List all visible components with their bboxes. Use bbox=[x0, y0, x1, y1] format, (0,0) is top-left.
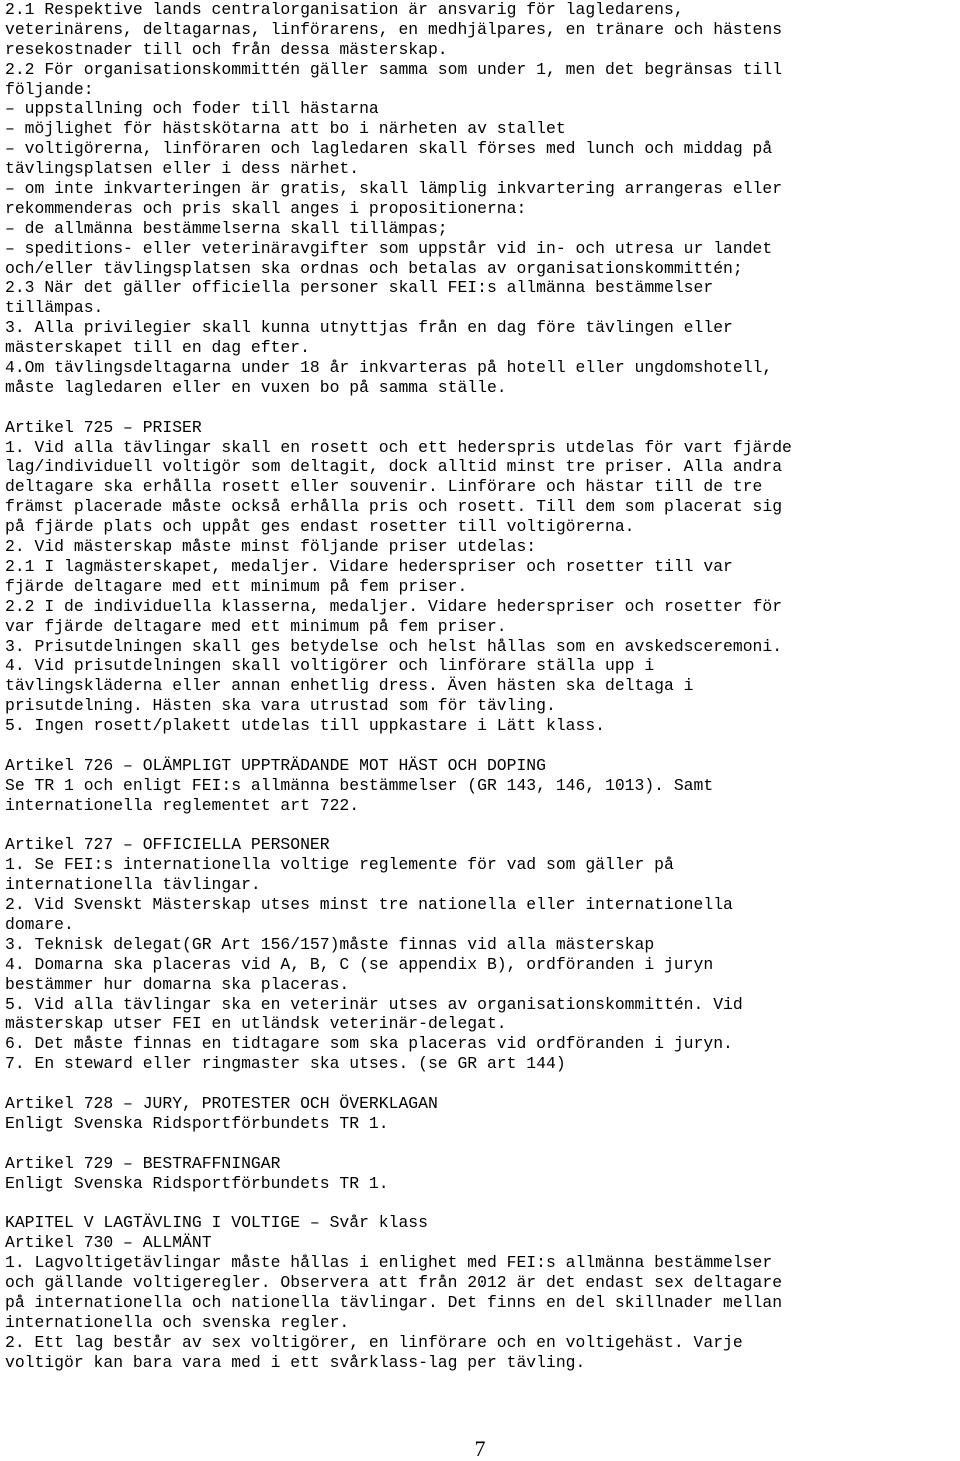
text-line: resekostnader till och från dessa mästerskap. bbox=[5, 39, 448, 59]
text-line: 1. Lagvoltigetävlingar måste hållas i enlighet med FEI:s allmänna bestämmelser bbox=[5, 1253, 773, 1273]
text-line: 2.1 Respektive lands centralorganisation är ansvarig för lagledarens, bbox=[5, 0, 684, 19]
text-line: Artikel 725 – PRISER bbox=[5, 417, 202, 437]
text-line: rekommenderas och pris skall anges i propositionerna: bbox=[5, 198, 527, 218]
text-line: voltigör kan bara vara med i ett svårklass-lag per tävling. bbox=[5, 1352, 586, 1372]
text-line: 4.Om tävlingsdeltagarna under 18 år inkvarteras på hotell eller ungdomshotell, bbox=[5, 358, 773, 378]
text-line: Artikel 729 – BESTRAFFNINGAR bbox=[5, 1153, 281, 1173]
text-line: Artikel 730 – ALLMÄNT bbox=[5, 1233, 212, 1253]
blank-line bbox=[5, 1074, 960, 1094]
blank-line bbox=[5, 398, 960, 418]
text-line: – om inte inkvarteringen är gratis, skall lämplig inkvartering arrangeras eller bbox=[5, 179, 783, 199]
text-line: följande: bbox=[5, 79, 94, 99]
text-line: 2.2 I de individuella klasserna, medaljer. Vidare hederspriser och rosetter för bbox=[5, 596, 783, 616]
text-line: internationella tävlingar. bbox=[5, 875, 261, 895]
text-line: måste lagledaren eller en vuxen bo på samma ställe. bbox=[5, 377, 507, 397]
text-line: 2. Ett lag består av sex voltigörer, en linförare och en voltigehäst. Varje bbox=[5, 1332, 743, 1352]
text-line: mästerskapet till en dag efter. bbox=[5, 338, 310, 358]
text-line: 4. Vid prisutdelningen skall voltigörer och linförare ställa upp i bbox=[5, 656, 655, 676]
text-line: 2.3 När det gäller officiella personer skall FEI:s allmänna bestämmelser bbox=[5, 278, 714, 298]
text-line: internationella reglementet art 722. bbox=[5, 795, 360, 815]
text-line: tävlingskläderna eller annan enhetlig dress. Även hästen ska deltaga i bbox=[5, 676, 694, 696]
document-body bbox=[5, 0, 960, 1372]
text-line: bestämmer hur domarna ska placeras. bbox=[5, 974, 350, 994]
text-line: 3. Prisutdelningen skall ges betydelse och helst hållas som en avskedsceremoni. bbox=[5, 636, 783, 656]
text-line: veterinärens, deltagarnas, linförarens, en medhjälpares, en tränare och hästens bbox=[5, 19, 783, 39]
page-number: 7 bbox=[474, 1436, 486, 1461]
text-line: KAPITEL V LAGTÄVLING I VOLTIGE – Svår klass bbox=[5, 1213, 428, 1233]
text-line: fjärde deltagare med ett minimum på fem priser. bbox=[5, 576, 468, 596]
text-line: deltagare ska erhålla rosett eller souvenir. Linförare och hästar till de tre bbox=[5, 477, 763, 497]
text-line: på internationella och nationella tävlingar. Det finns en del skillnader mellan bbox=[5, 1292, 783, 1312]
text-line: 3. Alla privilegier skall kunna utnyttjas från en dag före tävlingen eller bbox=[5, 318, 733, 338]
text-line: och/eller tävlingsplatsen ska ordnas och betalas av organisationskommittén; bbox=[5, 258, 743, 278]
blank-line bbox=[5, 1134, 960, 1154]
text-line: Artikel 726 – OLÄMPLIGT UPPTRÄDANDE MOT HÄST OCH DOPING bbox=[5, 755, 546, 775]
text-line: – uppstallning och foder till hästarna bbox=[5, 99, 379, 119]
text-line: 6. Det måste finnas en tidtagare som ska placeras vid ordföranden i juryn. bbox=[5, 1034, 733, 1054]
text-line: och gällande voltigeregler. Observera att från 2012 är det endast sex deltagare bbox=[5, 1273, 783, 1292]
text-line: 3. Teknisk delegat(GR Art 156/157)måste finnas vid alla mästerskap bbox=[5, 934, 655, 954]
text-line: främst placerade måste också erhålla pris och rosett. Till dem som placerat sig bbox=[5, 497, 783, 517]
text-line: 2.1 I lagmästerskapet, medaljer. Vidare hederspriser och rosetter till var bbox=[5, 556, 733, 576]
text-line: var fjärde deltagare med ett minimum på fem priser. bbox=[5, 616, 507, 636]
text-line: Artikel 727 – OFFICIELLA PERSONER bbox=[5, 835, 330, 855]
text-line: 5. Ingen rosett/plakett utdelas till uppkastare i Lätt klass. bbox=[5, 716, 605, 736]
text-line: tillämpas. bbox=[5, 298, 104, 318]
text-line: 2. Vid mästerskap måste minst följande priser utdelas: bbox=[5, 537, 537, 557]
blank-line bbox=[5, 736, 960, 756]
text-line: domare. bbox=[5, 914, 74, 934]
text-line: – de allmänna bestämmelserna skall tillämpas; bbox=[5, 218, 448, 238]
text-line: – möjlighet för hästskötarna att bo i närheten av stallet bbox=[5, 119, 566, 139]
text-line: – speditions- eller veterinäravgifter som uppstår vid in- och utresa ur landet bbox=[5, 238, 773, 258]
text-line: Artikel 728 – JURY, PROTESTER OCH ÖVERKLAGAN bbox=[5, 1093, 438, 1113]
text-line: prisutdelning. Hästen ska vara utrustad som för tävling. bbox=[5, 696, 556, 716]
text-line: 5. Vid alla tävlingar ska en veterinär utses av organisationskommittén. Vid bbox=[5, 994, 743, 1014]
text-line: 2. Vid Svenskt Mästerskap utses minst tre nationella eller internationella bbox=[5, 895, 733, 915]
text-line: 2.2 För organisationskommittén gäller samma som under 1, men det begränsas till bbox=[5, 59, 783, 79]
text-line: på fjärde plats och uppåt ges endast rosetter till voltigörerna. bbox=[5, 517, 635, 537]
text-line: lag/individuell voltigör som deltagit, dock alltid minst tre priser. Alla andra bbox=[5, 457, 783, 477]
text-line: Se TR 1 och enligt FEI:s allmänna bestämmelser (GR 143, 146, 1013). Samt bbox=[5, 775, 714, 795]
text-line: 7. En steward eller ringmaster ska utses. (se GR art 144) bbox=[5, 1054, 566, 1074]
text-line: tävlingsplatsen eller i dess närhet. bbox=[5, 159, 360, 179]
text-line: 4. Domarna ska placeras vid A, B, C (se appendix B), ordföranden i juryn bbox=[5, 954, 714, 974]
text-line: – voltigörerna, linföraren och lagledaren skall förses med lunch och middag på bbox=[5, 139, 773, 159]
text-line: mästerskap utser FEI en utländsk veterinär-delegat. bbox=[5, 1014, 507, 1034]
text-line: Enligt Svenska Ridsportförbundets TR 1. bbox=[5, 1113, 389, 1133]
text-line: internationella och svenska regler. bbox=[5, 1312, 350, 1332]
blank-line bbox=[5, 816, 960, 836]
text-line: 1. Se FEI:s internationella voltige reglemente för vad som gäller på bbox=[5, 855, 674, 875]
blank-line bbox=[5, 1193, 960, 1213]
text-line: Enligt Svenska Ridsportförbundets TR 1. bbox=[5, 1173, 389, 1193]
text-line: 1. Vid alla tävlingar skall en rosett och ett hederspris utdelas för vart fjärde bbox=[5, 437, 792, 457]
